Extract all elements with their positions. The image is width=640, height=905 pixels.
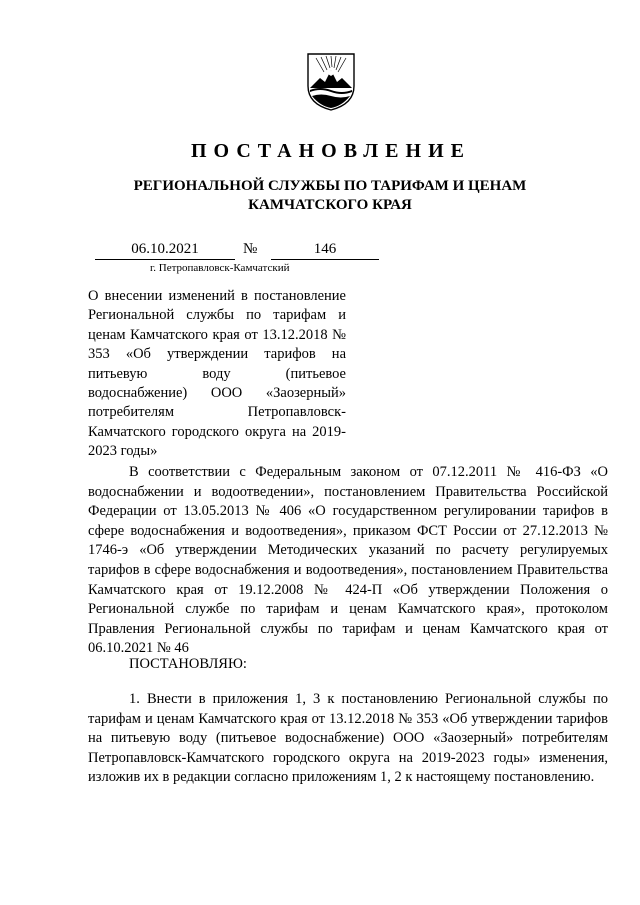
organization-line-1: РЕГИОНАЛЬНОЙ СЛУЖБЫ ПО ТАРИФАМ И ЦЕНАМ — [133, 178, 527, 194]
issuing-organization — [120, 177, 540, 215]
number-sign: № — [243, 241, 258, 257]
preamble-paragraph: В соответствии с Федеральным законом от 07.12.2011 № 416-ФЗ «О водоснабжении и водоотведении», постановлением Правительства Российской Федерации от 13.05.2013 № 406 «О государственном регулировании тарифов в сфере водоснабжения и водоотведения», приказом ФСТ России от 27.12.2013 № 1746-э «Об утверждении Методических указаний по расчету регулируемых тарифов в сфере водоснабжения и водоотведения», постановлением Правительства Камчатского края от 19.12.2008 № 424-П «Об утверждении Положения о Региональной службе по тарифам и ценам Камчатского края», протоколом Правления Региональной службы по тарифам и ценам Камчатского края от 06.10.2021 № 46 — [88, 464, 608, 657]
document-title: ПОСТАНОВЛЕНИЕ — [191, 140, 471, 162]
decree-word: ПОСТАНОВЛЯЮ: — [129, 656, 247, 672]
city-of-issue: г. Петропавловск-Камчатский — [150, 262, 290, 274]
document-number: 146 — [271, 240, 379, 260]
organization-line-2: КАМЧАТСКОГО КРАЯ — [248, 197, 412, 213]
registration-line — [95, 240, 385, 262]
document-date: 06.10.2021 — [95, 240, 235, 260]
document-subject: О внесении изменений в постановление Региональной службы по тарифам и ценам Камчатского края от 13.12.2018 № 353 «Об утверждении тарифов на питьевую воду (питьевое водоснабжение) ООО «Заозерный» потребителям Петропавловск-Камчатского городского округа на 2019-2023 годы» — [88, 288, 346, 460]
kamchatka-coat-of-arms-icon — [306, 52, 356, 112]
decree-item-1: 1. Внести в приложения 1, 3 к постановлению Региональной службы по тарифам и ценам Камчатского края от 13.12.2018 № 353 «Об утверждении тарифов на питьевую воду (питьевое водоснабжение) ООО «Заозерный» потребителям Петропавловск-Камчатского городского округа на 2019-2023 годы» изменения, изложив их в редакции согласно приложениям 1, 2 к настоящему постановлению. — [88, 691, 608, 786]
